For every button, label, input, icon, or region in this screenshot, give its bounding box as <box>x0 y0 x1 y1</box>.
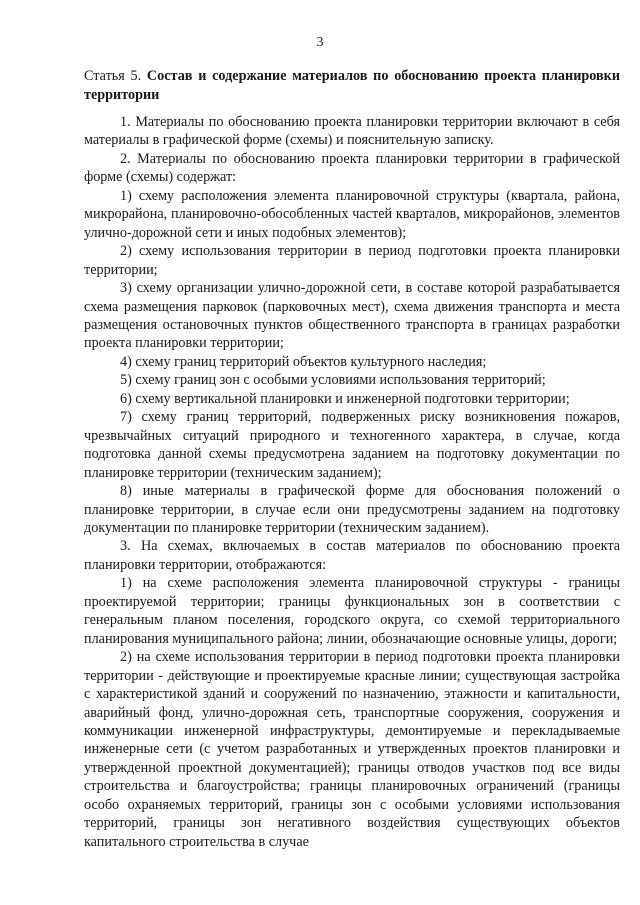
paragraph: 2) на схеме использования территории в период подготовки проекта планировки территории - действующие и проектируемые красные линии; существующая застройка с характеристикой зданий и сооружений по назначению, этажности и капитальности, аварийный фонд, улично-дорожная сеть, транспортные сооружения, сооружения и коммуникации инженерной инфраструктуры, демонтируемые и перекладываемые инженерные сети (с учетом разработанных и утвержденных проектов планировки и утвержденной проектной документацией); границы отводов участков под все виды строительства и благоустройства; границы планировочных ограничений (границы особо охраняемых территорий, границы зон с особыми условиями использования территорий, границы зон негативного воздействия существующих объектов капитального строительства в случае <box>84 649 620 850</box>
paragraph: 3. На схемах, включаемых в состав материалов по обоснованию проекта планировки территории, отображаются: <box>84 538 620 573</box>
paragraph: 8) иные материалы в графической форме для обоснования положений о планировке территории, в случае если они предусмотрены заданием на подготовку документации по планировке территории (техническим заданием). <box>84 483 620 536</box>
paragraph: 3) схему организации улично-дорожной сети, в составе которой разрабатывается схема размещения парковок (парковочных мест), схема движения транспорта и места размещения остановочных пунктов общественного транспорта в границах разработки проекта планировки территории; <box>84 280 620 352</box>
article-title <box>84 67 620 104</box>
paragraph: 2) схему использования территории в период подготовки проекта планировки территории; <box>84 243 620 278</box>
paragraph: 7) схему границ территорий, подверженных риску возникновения пожаров, чрезвычайных ситуаций природного и техногенного характера, в случае, когда подготовка данной схемы предусмотрена заданием на подготовку документации по планировке территории (техническим заданием); <box>84 409 620 481</box>
paragraph: 5) схему границ зон с особыми условиями использования территорий; <box>120 372 546 389</box>
paragraph: 2. Материалы по обоснованию проекта планировки территории в графической форме (схемы) содержат: <box>84 150 620 186</box>
paragraph: 1) на схеме расположения элемента планировочной структуры - границы проектируемой территории; границы функциональных зон в соответствии с генеральным планом поселения, городского округа, со схемой территориального планирования муниципального района; линии, обозначающие основные улицы, дороги; <box>84 575 620 647</box>
paragraph: 1. Материалы по обоснованию проекта планировки территории включают в себя материалы в графической форме (схемы) и пояснительную записку. <box>84 114 620 149</box>
paragraph: 4) схему границ территорий объектов культурного наследия; <box>120 353 487 370</box>
paragraph: 6) схему вертикальной планировки и инженерной подготовки территории; <box>120 390 570 407</box>
article-heading: Состав и содержание материалов по обоснованию проекта планировки территории <box>84 68 621 103</box>
article-body <box>84 113 620 851</box>
article-label: Статья 5. <box>84 68 142 84</box>
paragraph: 1) схему расположения элемента планировочной структуры (квартала, района, микрорайона, планировочно-обособленных частей кварталов, микрорайонов, элементов улично-дорожной сети и иных подобных элементов); <box>84 187 620 241</box>
page-number: 3 <box>316 35 324 50</box>
